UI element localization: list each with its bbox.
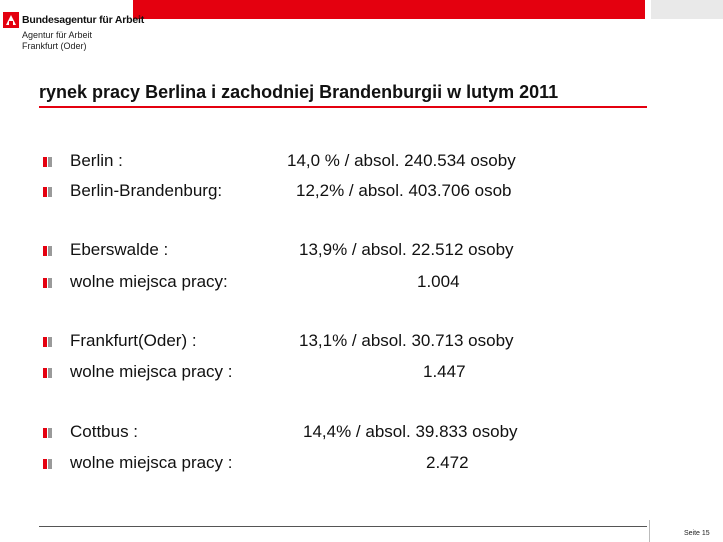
row-label: Berlin-Brandenburg: [70, 181, 223, 200]
square-bullet-icon [43, 157, 52, 167]
list-item [0, 151, 723, 173]
row-label: Frankfurt(Oder) : [70, 331, 197, 350]
square-bullet-icon [43, 187, 52, 197]
row-value: 12,2% / absol. 403.706 osob [296, 181, 512, 200]
row-value: 2.472 [426, 453, 469, 472]
footer-divider [649, 520, 650, 542]
header-gray-box [651, 0, 723, 19]
list-item [0, 362, 723, 384]
row-value: 1.004 [417, 272, 460, 291]
row-value: 1.447 [423, 362, 466, 381]
list-item [0, 453, 723, 475]
logo-agency-text: Agentur für Arbeit [22, 30, 93, 40]
square-bullet-icon [43, 278, 52, 288]
ba-logo-icon [3, 12, 19, 28]
title-underline [39, 106, 647, 108]
square-bullet-icon [43, 428, 52, 438]
list-item [0, 272, 723, 294]
page-number: Seite 15 [684, 530, 710, 537]
row-label: wolne miejsca pracy : [70, 453, 233, 472]
square-bullet-icon [43, 246, 52, 256]
row-label: wolne miejsca pracy : [70, 362, 233, 381]
row-label: Berlin : [70, 151, 123, 170]
row-label: Cottbus : [70, 422, 139, 441]
row-value: 14,4% / absol. 39.833 osoby [303, 422, 518, 441]
square-bullet-icon [43, 459, 52, 469]
row-value: 13,9% / absol. 22.512 osoby [299, 240, 514, 259]
list-item [0, 422, 723, 444]
slide-title: rynek pracy Berlina i zachodniej Brandenburgii w lutym 2011 [39, 82, 559, 102]
list-item [0, 331, 723, 353]
square-bullet-icon [43, 368, 52, 378]
footer-rule [39, 526, 647, 527]
logo-brand-text: Bundesagentur für Arbeit [22, 14, 144, 26]
row-value: 13,1% / absol. 30.713 osoby [299, 331, 514, 350]
logo-city-text: Frankfurt (Oder) [22, 41, 87, 51]
ba-logo [0, 10, 144, 58]
row-label: Eberswalde : [70, 240, 169, 259]
list-item [0, 240, 723, 262]
list-item [0, 181, 723, 203]
row-label: wolne miejsca pracy: [70, 272, 228, 291]
row-value: 14,0 % / absol. 240.534 osoby [287, 151, 516, 170]
square-bullet-icon [43, 337, 52, 347]
header-red-bar [133, 0, 645, 19]
